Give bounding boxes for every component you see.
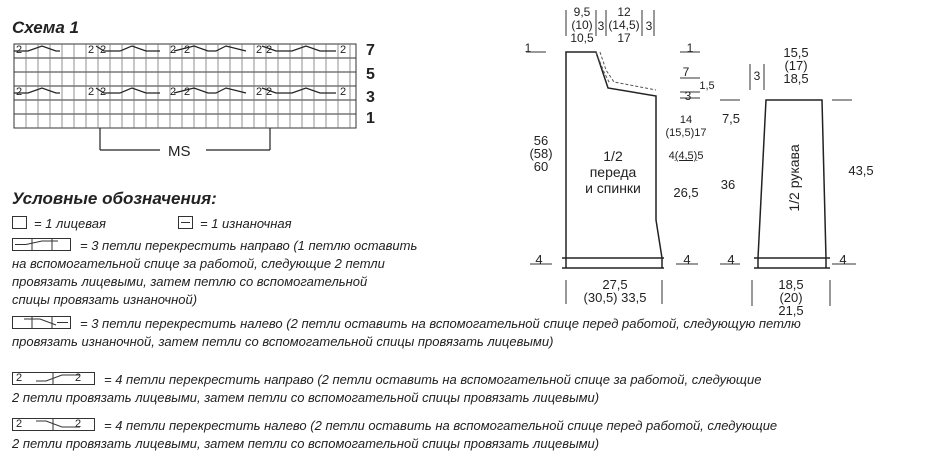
- side-length: 26,5: [673, 185, 699, 200]
- cell-num: 2: [266, 86, 273, 98]
- cell-num: 2: [100, 44, 107, 56]
- sleeve-cap: 3: [753, 69, 761, 83]
- sleeve-piece-label: 1/2 рукава: [786, 144, 802, 212]
- cell-num: 2: [100, 86, 107, 98]
- cell-num: 2: [88, 44, 95, 56]
- body-piece-label: 1/2 переда и спинки: [585, 148, 641, 196]
- sleeve-top-width: 15,5 (17) 18,5: [783, 45, 809, 86]
- legend-purl: = 1 изнаночная: [200, 216, 292, 231]
- cell-num: 2: [340, 44, 347, 56]
- neck-width: 9,5 (10) 10,5: [570, 5, 594, 45]
- legend-item5-line1: = 4 петли перекрестить направо (2 петли оставить на вспомогательной спице за работой, следующие: [104, 372, 762, 387]
- right-mark-1: 1: [686, 41, 694, 55]
- cell-num: 2: [16, 86, 23, 98]
- cell-num: 2: [340, 86, 347, 98]
- cell-num: 2: [88, 86, 95, 98]
- cell-num: 2: [16, 44, 23, 56]
- legend-item5-line2: 2 петли провязать лицевыми, затем петли со вспомогательной спицы провязать лицевыми): [12, 390, 600, 405]
- cell-num: 2: [256, 44, 263, 56]
- row-label-1: 1: [366, 110, 375, 127]
- cell-num: 2: [256, 86, 263, 98]
- rib-right: 4: [683, 252, 691, 267]
- sleeve-cap-height: 7,5: [721, 111, 741, 126]
- cell-num: 2: [266, 44, 273, 56]
- right-mark-1-5: 1,5: [699, 80, 715, 92]
- body-length: 56 (58) 60: [529, 133, 553, 174]
- right-mark-7: 7: [682, 65, 690, 79]
- body-width: 27,5 (30,5) 33,5: [583, 277, 647, 305]
- legend-item4-line2: провязать изнаночной, затем петли со вспомогательной спицы провязать лицевыми): [12, 334, 554, 349]
- symbol-num: 2: [16, 372, 23, 384]
- cell-num: 2: [170, 86, 177, 98]
- legend-item3-line3: провязать лицевыми, затем петлю со вспомогательной: [12, 274, 368, 289]
- ms-label: MS: [168, 143, 191, 160]
- legend-item3-line1: = 3 петли перекрестить направо (1 петлю оставить: [80, 238, 418, 253]
- legend-item6-line1: = 4 петли перекрестить налево (2 петли оставить на вспомогательной спице перед работой, следующие: [104, 418, 778, 433]
- rib-left: 4: [535, 252, 543, 267]
- armhole-depth-2: 4(4,5)5: [668, 150, 704, 162]
- cell-num: 2: [184, 86, 191, 98]
- legend-knit: = 1 лицевая: [34, 216, 106, 231]
- neck-depth: 3: [597, 19, 605, 33]
- symbol-num: 2: [75, 418, 82, 430]
- right-mark-3: 3: [684, 89, 692, 103]
- scheme-title: Схема 1: [12, 18, 79, 37]
- legend-item4-line1: = 3 петли перекрестить налево (2 петли оставить на вспомогательной спице перед работой, следующую петлю: [80, 316, 801, 331]
- legend-item3-line4: спицы провязать изнаночной): [12, 292, 198, 307]
- row-label-5: 5: [366, 66, 375, 83]
- sleeve-rib-right: 4: [839, 252, 847, 267]
- legend-item6-line2: 2 петли провязать лицевыми, затем петли со вспомогательной спицы провязать лицевыми): [12, 436, 600, 451]
- left-top-mark: 1: [524, 41, 532, 55]
- cell-num: 2: [170, 44, 177, 56]
- legend-title: Условные обозначения:: [12, 189, 217, 208]
- shoulder-width: 12 (14,5) 17: [608, 5, 640, 45]
- row-label-3: 3: [366, 89, 375, 106]
- sleeve-bottom-width: 18,5 (20) 21,5: [778, 277, 804, 318]
- armhole-depth: 14 (15,5)17: [665, 114, 707, 139]
- symbol-num: 2: [16, 418, 23, 430]
- sleeve-rib-left: 4: [727, 252, 735, 267]
- sleeve-side: 36: [720, 177, 736, 192]
- sleeve-length: 43,5: [848, 163, 874, 178]
- row-label-7: 7: [366, 42, 375, 59]
- legend-item3-line2: на вспомогательной спице за работой, следующие 2 петли: [12, 256, 385, 271]
- cell-num: 2: [184, 44, 191, 56]
- shoulder-depth: 3: [645, 19, 653, 33]
- symbol-num: 2: [75, 372, 82, 384]
